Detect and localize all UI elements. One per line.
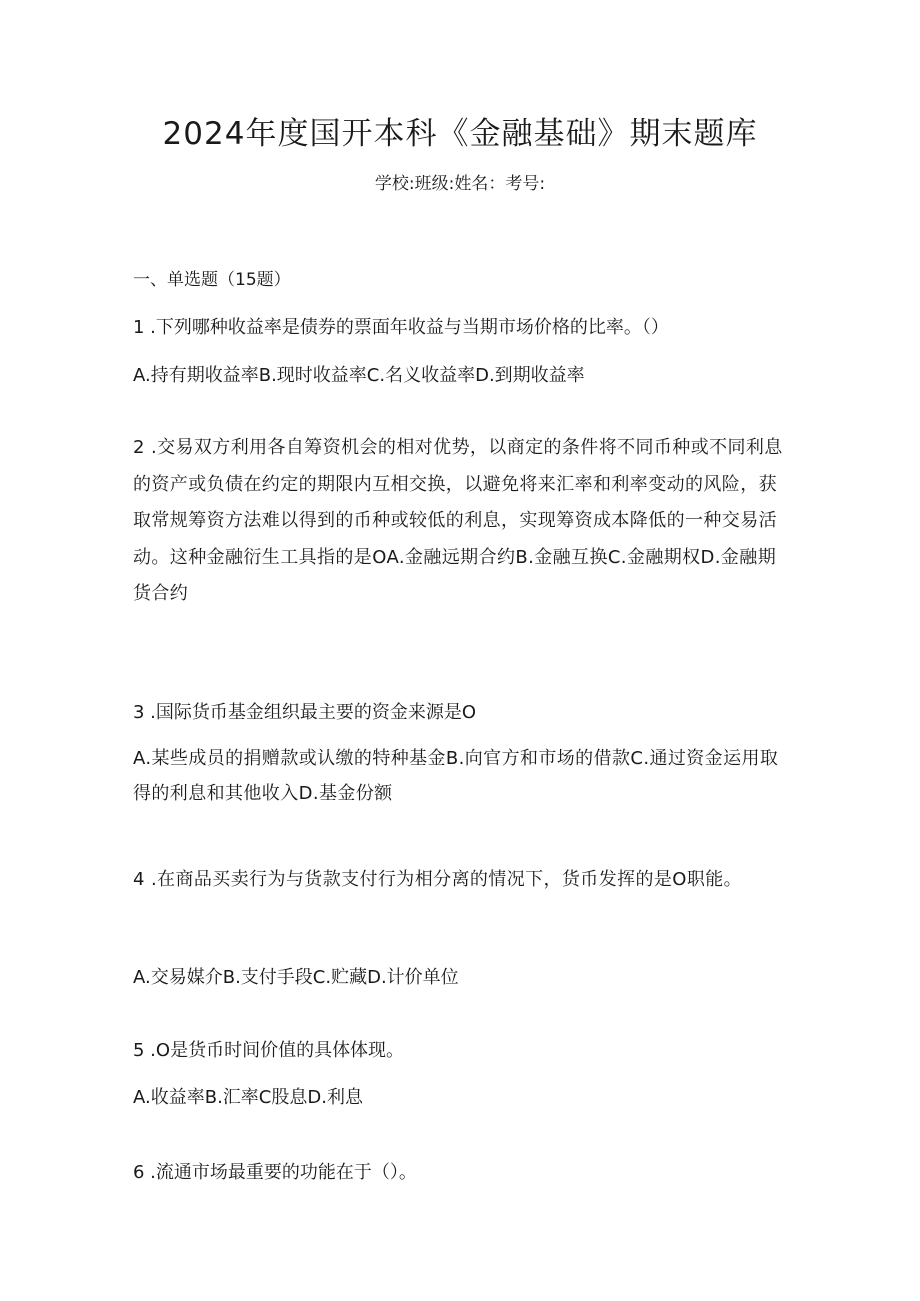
student-info-line: 学校:班级:姓名：考号: [374, 174, 546, 194]
question-1: 1 .下列哪种收益率是债券的票面年收益与当期市场价格的比率。（） [133, 317, 669, 338]
document-title: 2024年度国开本科《金融基础》期末题库 [162, 116, 758, 152]
question-3-options: A.某些成员的捐赠款或认缴的特种基金B.向官方和市场的借款C.通过资金运用取得的利息和其他收入D.基金份额 [133, 748, 779, 804]
question-1-options: A.持有期收益率B.现时收益率C.名义收益率D.到期收益率 [133, 365, 585, 386]
section-heading: 一、单选题（15题） [133, 270, 291, 290]
question-4-options: A.交易媒介B.支付手段C.贮藏D.计价单位 [133, 967, 459, 988]
question-5: 5 .O是货币时间价值的具体体现。 [133, 1040, 405, 1061]
question-2: 2 .交易双方利用各自筹资机会的相对优势，以商定的条件将不同币种或不同利息的资产或负债在约定的期限内互相交换，以避免将来汇率和利率变动的风险，获取常规筹资方法难以得到的币种或较低的利息，实现筹资成本降低的一种交易活动。这种金融衍生工具指的是OA.金融远期合约B.金融互换C.金融期权D.金融期货合约 [133, 437, 783, 604]
question-6: 6 .流通市场最重要的功能在于（）。 [133, 1162, 417, 1183]
question-5-options: A.收益率B.汇率C股息D.利息 [133, 1087, 363, 1108]
question-4: 4 .在商品买卖行为与货款支付行为相分离的情况下，货币发挥的是O职能。 [133, 869, 743, 890]
question-3: 3 .国际货币基金组织最主要的资金来源是O [133, 702, 477, 723]
